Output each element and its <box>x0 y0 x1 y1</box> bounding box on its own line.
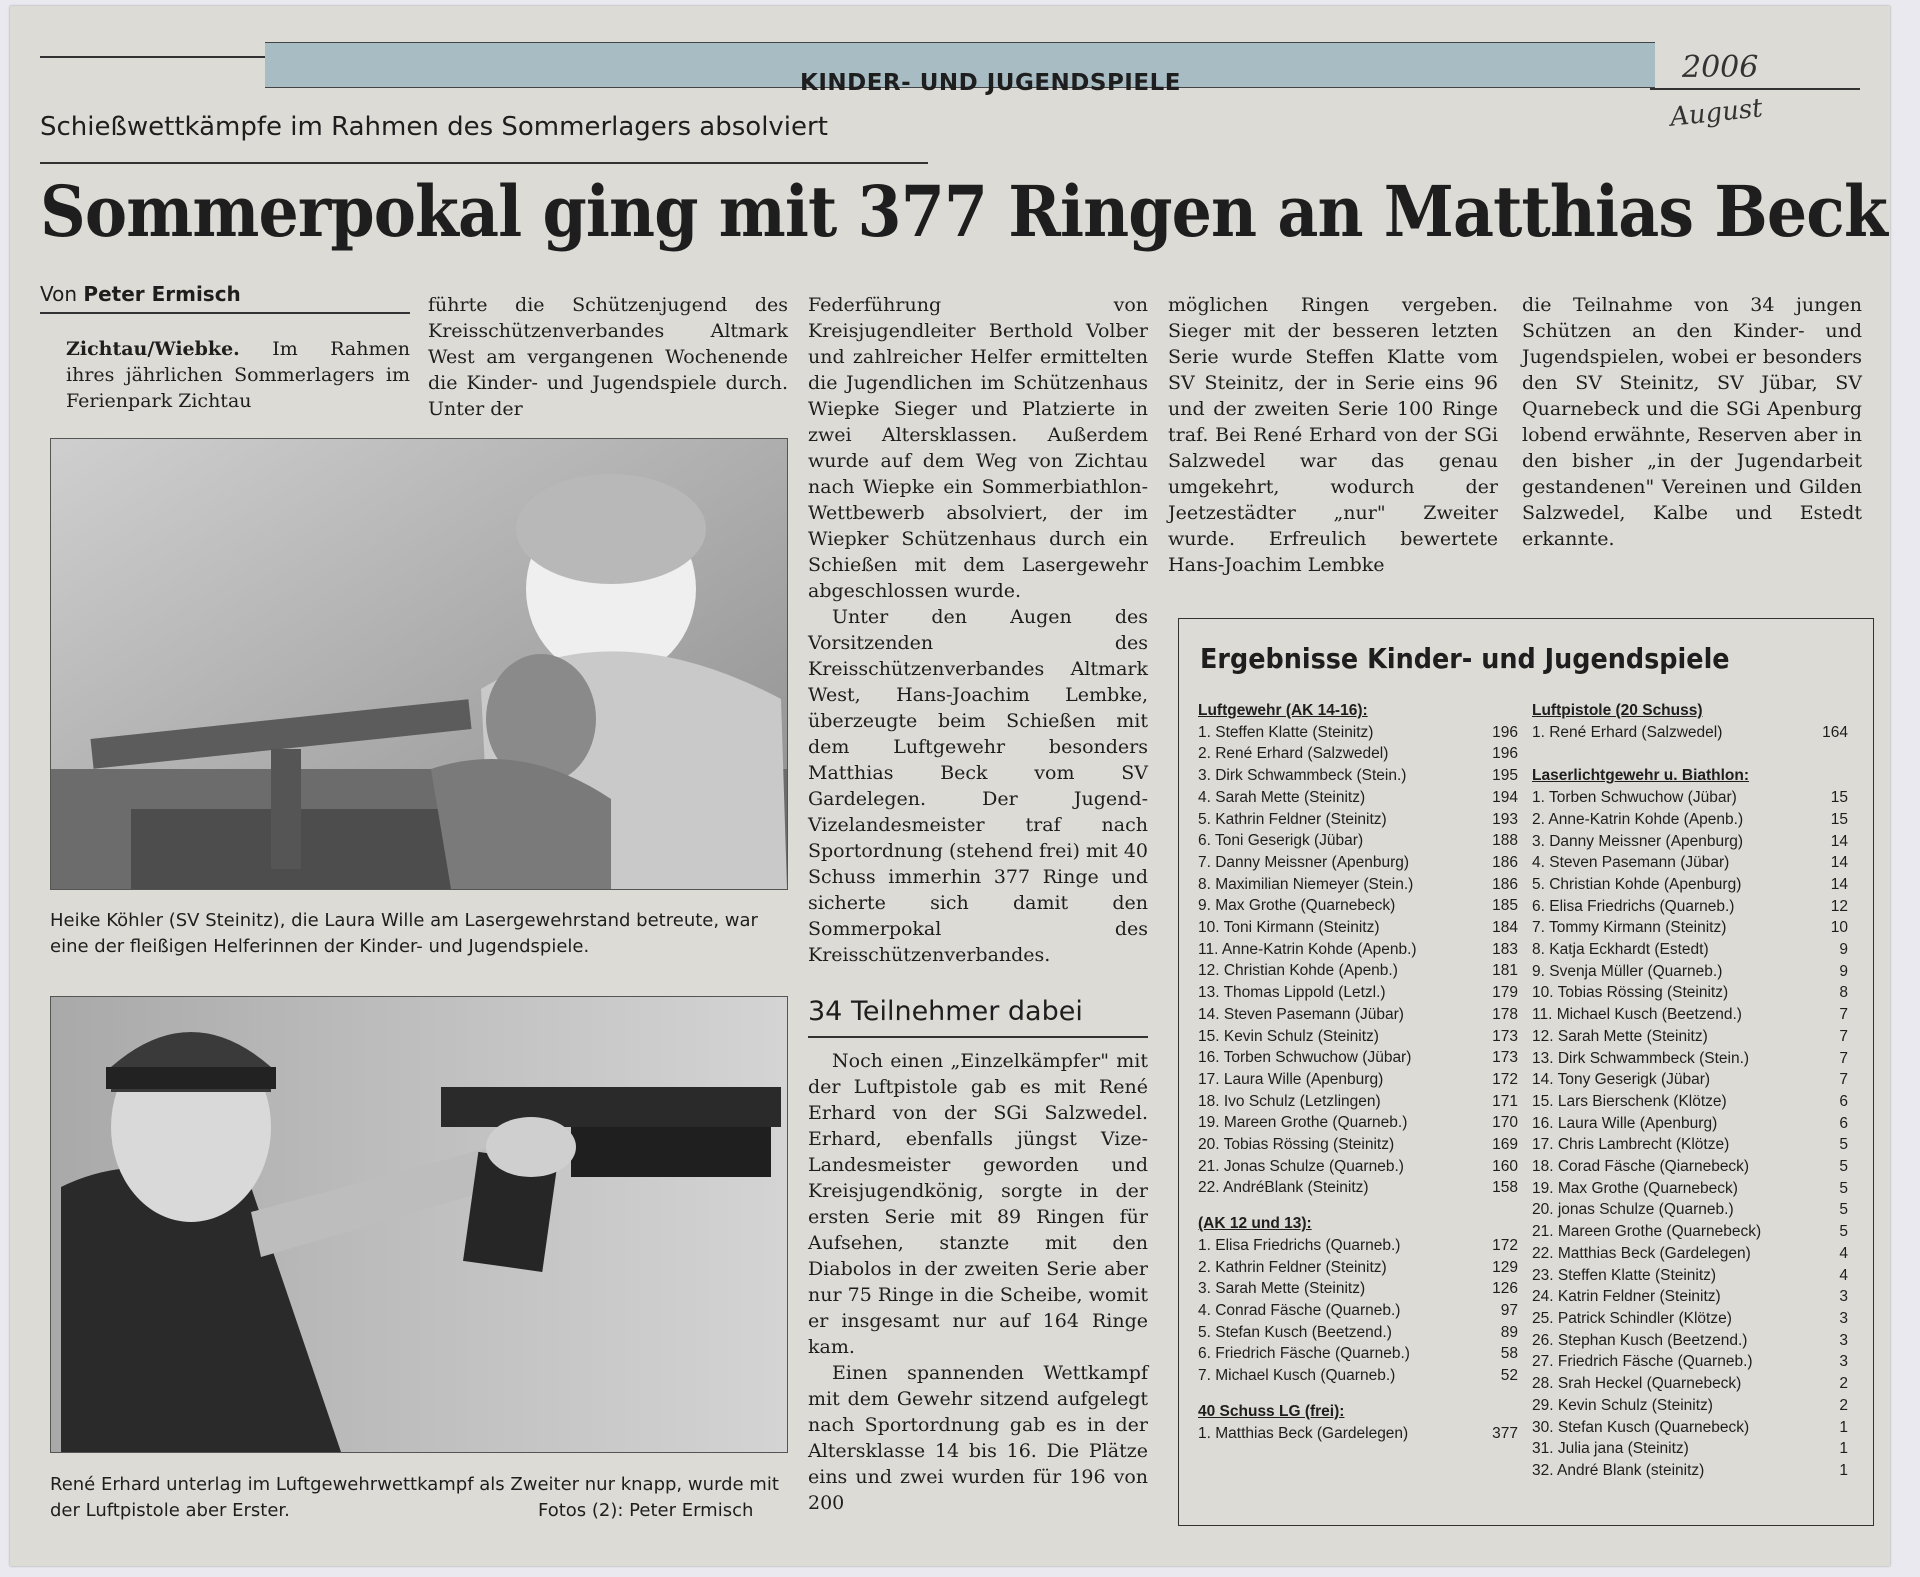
column-1 <box>66 336 410 414</box>
result-score: 9 <box>1839 941 1848 959</box>
lg40-list <box>1198 1423 1518 1445</box>
result-row <box>1532 1091 1848 1113</box>
result-row <box>1532 1199 1848 1221</box>
result-score: 3 <box>1839 1309 1848 1327</box>
result-score: 171 <box>1492 1092 1518 1110</box>
result-score: 5 <box>1839 1136 1848 1154</box>
result-score: 2 <box>1839 1375 1848 1393</box>
result-score: 58 <box>1500 1345 1518 1363</box>
subtitle-rule <box>808 1036 1148 1038</box>
result-row <box>1532 982 1848 1004</box>
result-row <box>1532 1178 1848 1200</box>
result-name: 29. Kevin Schulz (Steinitz) <box>1532 1396 1713 1414</box>
result-name: 2. Kathrin Feldner (Steinitz) <box>1198 1258 1387 1276</box>
result-name: 15. Lars Bierschenk (Klötze) <box>1532 1092 1727 1110</box>
result-name: 12. Sarah Mette (Steinitz) <box>1532 1027 1708 1045</box>
result-name: 2. Anne-Katrin Kohde (Apenb.) <box>1532 810 1744 828</box>
result-name: 16. Laura Wille (Apenburg) <box>1532 1114 1718 1132</box>
result-row <box>1198 787 1518 809</box>
result-name: 4. Sarah Mette (Steinitz) <box>1198 788 1366 806</box>
result-row <box>1198 1134 1518 1156</box>
result-score: 1 <box>1839 1418 1848 1436</box>
result-score: 3 <box>1839 1331 1848 1349</box>
result-score: 129 <box>1492 1258 1518 1276</box>
subheadline-rule <box>40 162 928 164</box>
result-row <box>1532 1156 1848 1178</box>
result-row <box>1198 1112 1518 1134</box>
result-name: 10. Tobias Rössing (Steinitz) <box>1532 984 1729 1002</box>
result-name: 6. Elisa Friedrichs (Quarneb.) <box>1532 897 1735 915</box>
luftgewehr-heading: Luftgewehr (AK 14-16): <box>1198 702 1368 719</box>
byline-prefix: Von <box>40 282 78 306</box>
column-2-text: führte die Schützenjugend des Kreisschützenverbandes Altmark West am vergangenen Wochenende die Kinder- und Jugendspiele durch. Unter der <box>428 294 788 420</box>
result-row <box>1532 1048 1848 1070</box>
header-rule-right <box>1650 88 1860 90</box>
result-name: 8. Katja Eckhardt (Estedt) <box>1532 941 1709 959</box>
headline: Sommerpokal ging mit 377 Ringen an Matthias Beck <box>40 170 1887 253</box>
result-row <box>1198 1026 1518 1048</box>
result-score: 15 <box>1830 810 1848 828</box>
result-name: 5. Stefan Kusch (Beetzend.) <box>1198 1323 1392 1341</box>
result-score: 14 <box>1830 854 1848 872</box>
result-row <box>1198 874 1518 896</box>
result-score: 194 <box>1492 788 1518 806</box>
result-score: 184 <box>1492 919 1518 937</box>
result-row <box>1532 1243 1848 1265</box>
byline <box>40 282 241 306</box>
result-row <box>1532 1460 1848 1482</box>
column-3-p2: Unter den Augen des Vorsitzenden des Kreisschützenverbandes Altmark West, Hans-Joachim Lembke, überzeugte beim Schießen mit dem Luftgewehr besonders Matthias Beck vom SV Gardelegen. Der Jugend-Vizelandesmeister traf nach Sportordnung (stehend frei) mit 40 Schuss immerhin 377 Ringe und sicherte sich damit den Sommerpokal des Kreisschützenverbandes. <box>808 606 1148 966</box>
result-row <box>1532 917 1848 939</box>
result-row <box>1532 1221 1848 1243</box>
result-name: 18. Ivo Schulz (Letzlingen) <box>1198 1092 1381 1110</box>
result-row <box>1198 982 1518 1004</box>
result-score: 5 <box>1839 1179 1848 1197</box>
lg40-heading: 40 Schuss LG (frei): <box>1198 1402 1345 1420</box>
subheadline: Schießwettkämpfe im Rahmen des Sommerlagers absolviert <box>40 112 828 142</box>
result-score: 186 <box>1492 853 1518 871</box>
result-row <box>1198 1278 1518 1300</box>
result-name: 1. Elisa Friedrichs (Quarneb.) <box>1198 1236 1401 1254</box>
result-row <box>1198 1322 1518 1344</box>
result-name: 25. Patrick Schindler (Klötze) <box>1532 1309 1732 1327</box>
result-row <box>1198 1343 1518 1365</box>
result-name: 1. René Erhard (Salzwedel) <box>1532 723 1723 741</box>
result-score: 181 <box>1492 962 1518 980</box>
result-name: 21. Jonas Schulze (Quarneb.) <box>1198 1157 1404 1175</box>
ak1213-list <box>1198 1235 1518 1387</box>
result-score: 6 <box>1839 1114 1848 1132</box>
photo-laser-rifle-image <box>51 439 787 889</box>
result-name: 14. Tony Geserigk (Jübar) <box>1532 1071 1711 1089</box>
result-name: 9. Max Grothe (Quarnebeck) <box>1198 897 1396 915</box>
result-name: 17. Laura Wille (Apenburg) <box>1198 1070 1384 1088</box>
result-row <box>1198 809 1518 831</box>
result-row <box>1198 1177 1518 1199</box>
result-name: 1. Matthias Beck (Gardelegen) <box>1198 1424 1409 1442</box>
result-row <box>1532 1113 1848 1135</box>
result-row <box>1532 1351 1848 1373</box>
result-score: 5 <box>1839 1223 1848 1241</box>
result-score: 7 <box>1839 1006 1848 1024</box>
result-score: 4 <box>1839 1266 1848 1284</box>
column-3-p1: Federführung von Kreisjugendleiter Berthold Volber und zahlreicher Helfer ermittelten die Jugendlichen im Schützenhaus Wiepke Sieger und Platzierte in zwei Altersklassen. Außerdem wurde auf dem Weg von Zichtau nach Wiepke ein Sommerbiathlon-Wettbewerb absolviert, der im Wiepker Schützenhaus durch ein Schießen mit dem Lasergewehr abgeschlossen wurde. <box>808 294 1148 602</box>
result-score: 9 <box>1839 962 1848 980</box>
result-name: 7. Michael Kusch (Quarneb.) <box>1198 1367 1396 1385</box>
result-name: 24. Katrin Feldner (Steinitz) <box>1532 1288 1721 1306</box>
luftpistole-heading: Luftpistole (20 Schuss) <box>1532 702 1703 719</box>
result-row <box>1198 1300 1518 1322</box>
result-name: 2. René Erhard (Salzwedel) <box>1198 745 1389 763</box>
result-row <box>1532 809 1848 831</box>
result-name: 19. Max Grothe (Quarnebeck) <box>1532 1179 1738 1197</box>
result-name: 14. Steven Pasemann (Jübar) <box>1198 1005 1404 1023</box>
result-row <box>1532 1026 1848 1048</box>
result-name: 5. Christian Kohde (Apenburg) <box>1532 875 1742 893</box>
result-score: 126 <box>1492 1280 1518 1298</box>
result-score: 169 <box>1492 1136 1518 1154</box>
result-score: 15 <box>1830 789 1848 807</box>
column-3-p4: Einen spannenden Wettkampf mit dem Gewehr sitzend aufgelegt nach Sportordnung gab es in der Altersklasse 14 bis 16. Die Plätze eins und zwei wurden für 196 von 200 <box>808 1362 1148 1514</box>
result-score: 89 <box>1500 1323 1518 1341</box>
photo-air-pistol-image <box>51 997 787 1452</box>
result-name: 3. Danny Meissner (Apenburg) <box>1532 832 1744 850</box>
column-2 <box>428 292 788 422</box>
result-row <box>1198 1091 1518 1113</box>
result-row <box>1532 896 1848 918</box>
result-score: 195 <box>1492 767 1518 785</box>
result-name: 6. Toni Geserigk (Jübar) <box>1198 832 1364 850</box>
luftpistole-list <box>1532 722 1848 744</box>
result-score: 12 <box>1830 897 1848 915</box>
result-row <box>1198 1423 1518 1445</box>
luftgewehr-list <box>1198 722 1518 1199</box>
byline-author: Peter Ermisch <box>83 282 241 306</box>
result-row <box>1532 722 1848 744</box>
result-score: 14 <box>1830 875 1848 893</box>
handwritten-month: August <box>1668 93 1765 133</box>
result-row <box>1198 1156 1518 1178</box>
byline-rule <box>40 312 410 314</box>
results-right-column <box>1532 700 1848 1482</box>
result-row <box>1532 1438 1848 1460</box>
result-score: 52 <box>1500 1367 1518 1385</box>
result-score: 173 <box>1492 1049 1518 1067</box>
result-score: 3 <box>1839 1353 1848 1371</box>
result-score: 5 <box>1839 1158 1848 1176</box>
result-row <box>1198 1004 1518 1026</box>
result-name: 19. Mareen Grothe (Quarneb.) <box>1198 1114 1408 1132</box>
result-row <box>1198 852 1518 874</box>
laser-heading: Laserlichtgewehr u. Biathlon: <box>1532 767 1750 785</box>
result-row <box>1532 939 1848 961</box>
photo-1-caption: Heike Köhler (SV Steinitz), die Laura Wille am Lasergewehrstand betreute, war eine der fleißigen Helferinnen der Kinder- und Jugendspiele. <box>50 910 758 957</box>
result-name: 12. Christian Kohde (Apenb.) <box>1198 962 1398 980</box>
result-name: 30. Stefan Kusch (Quarnebeck) <box>1532 1418 1750 1436</box>
result-name: 28. Srah Heckel (Quarnebeck) <box>1532 1375 1742 1393</box>
result-score: 185 <box>1492 897 1518 915</box>
result-row <box>1532 1330 1848 1352</box>
result-name: 13. Thomas Lippold (Letzl.) <box>1198 984 1386 1002</box>
result-row <box>1532 1265 1848 1287</box>
result-name: 20. Tobias Rössing (Steinitz) <box>1198 1136 1395 1154</box>
result-row <box>1198 960 1518 982</box>
result-row <box>1198 1069 1518 1091</box>
result-row <box>1198 917 1518 939</box>
result-name: 20. jonas Schulze (Quarneb.) <box>1532 1201 1734 1219</box>
result-score: 6 <box>1839 1092 1848 1110</box>
result-row <box>1198 1047 1518 1069</box>
result-name: 13. Dirk Schwammbeck (Stein.) <box>1532 1049 1750 1067</box>
result-score: 164 <box>1822 723 1848 741</box>
photo-credit: Fotos (2): Peter Ermisch <box>538 1500 754 1521</box>
result-score: 170 <box>1492 1114 1518 1132</box>
result-row <box>1198 1257 1518 1279</box>
results-title: Ergebnisse Kinder- und Jugendspiele <box>1200 642 1730 675</box>
result-row <box>1532 1417 1848 1439</box>
result-row <box>1532 852 1848 874</box>
result-name: 15. Kevin Schulz (Steinitz) <box>1198 1027 1379 1045</box>
result-score: 183 <box>1492 940 1518 958</box>
result-name: 11. Michael Kusch (Beetzend.) <box>1532 1006 1742 1024</box>
column-3b <box>808 1048 1148 1516</box>
result-name: 1. Steffen Klatte (Steinitz) <box>1198 723 1374 741</box>
result-name: 32. André Blank (steinitz) <box>1532 1461 1705 1479</box>
result-row <box>1198 765 1518 787</box>
result-row <box>1198 830 1518 852</box>
laser-list <box>1532 787 1848 1482</box>
result-score: 172 <box>1492 1070 1518 1088</box>
result-name: 5. Kathrin Feldner (Steinitz) <box>1198 810 1387 828</box>
result-score: 179 <box>1492 984 1518 1002</box>
result-name: 9. Svenja Müller (Quarneb.) <box>1532 962 1723 980</box>
result-score: 173 <box>1492 1027 1518 1045</box>
column-4-text: möglichen Ringen vergeben. Sieger mit der besseren letzten Serie wurde Steffen Klatte vom SV Steinitz, der in Serie eins 96 und der zweiten Serie 100 Ringe traf. Bei René Erhard von der SGi Salzwedel war das genau umgekehrt, wodurch der Jeetzestädter „nur" Zweiter wurde. Erfreulich bewertete Hans-Joachim Lembke <box>1168 294 1498 576</box>
result-score: 7 <box>1839 1071 1848 1089</box>
subtitle-participants: 34 Teilnehmer dabei <box>808 996 1083 1027</box>
result-score: 196 <box>1492 745 1518 763</box>
column-4 <box>1168 292 1498 578</box>
result-name: 22. Matthias Beck (Gardelegen) <box>1532 1244 1751 1262</box>
result-score: 188 <box>1492 832 1518 850</box>
section-label: KINDER- UND JUGENDSPIELE <box>800 70 1181 96</box>
result-row <box>1532 961 1848 983</box>
result-score: 7 <box>1839 1027 1848 1045</box>
result-score: 97 <box>1500 1301 1518 1319</box>
result-row <box>1198 743 1518 765</box>
result-row <box>1198 1235 1518 1257</box>
result-row <box>1532 1395 1848 1417</box>
result-name: 6. Friedrich Fäsche (Quarneb.) <box>1198 1345 1410 1363</box>
result-name: 7. Tommy Kirmann (Steinitz) <box>1532 919 1727 937</box>
result-name: 1. Torben Schwuchow (Jübar) <box>1532 789 1737 807</box>
result-score: 1 <box>1839 1461 1848 1479</box>
result-row <box>1198 1365 1518 1387</box>
result-score: 158 <box>1492 1179 1518 1197</box>
column-1-text: Im Rahmen ihres jährlichen Sommerlagers im Ferienpark Zichtau <box>66 338 410 412</box>
result-name: 11. Anne-Katrin Kohde (Apenb.) <box>1198 940 1417 958</box>
result-row <box>1532 1134 1848 1156</box>
dateline: Zichtau/Wiebke. <box>66 338 240 360</box>
result-score: 2 <box>1839 1396 1848 1414</box>
result-score: 14 <box>1830 832 1848 850</box>
result-name: 21. Mareen Grothe (Quarnebeck) <box>1532 1223 1762 1241</box>
column-5-text: die Teilnahme von 34 jungen Schützen an den Kinder- und Jugendspielen, wobei er besonders den SV Steinitz, SV Jübar, SV Quarnebeck und die SGi Apenburg lobend erwähnte, Reserven aber in den bisher „in der Jugendarbeit gestandenen" Vereinen und Gilden Salzwedel, Kalbe und Estedt erkannte. <box>1522 294 1862 550</box>
result-name: 23. Steffen Klatte (Steinitz) <box>1532 1266 1717 1284</box>
result-row <box>1532 1373 1848 1395</box>
result-score: 3 <box>1839 1288 1848 1306</box>
result-name: 22. AndréBlank (Steinitz) <box>1198 1179 1369 1197</box>
result-score: 178 <box>1492 1005 1518 1023</box>
result-score: 5 <box>1839 1201 1848 1219</box>
result-score: 196 <box>1492 723 1518 741</box>
result-name: 31. Julia jana (Steinitz) <box>1532 1440 1689 1458</box>
newspaper-clipping <box>10 6 1890 1566</box>
result-score: 377 <box>1492 1424 1518 1442</box>
result-name: 10. Toni Kirmann (Steinitz) <box>1198 919 1380 937</box>
ak1213-heading: (AK 12 und 13): <box>1198 1215 1312 1233</box>
result-score: 8 <box>1839 984 1848 1002</box>
result-row <box>1198 722 1518 744</box>
column-5 <box>1522 292 1862 552</box>
result-score: 172 <box>1492 1236 1518 1254</box>
column-3-p3: Noch einen „Einzelkämpfer" mit der Luftpistole gab es mit René Erhard von der SGi Salzwedel. Erhard, ebenfalls jüngst Vize-Landesmeister geworden und Kreisjugendkönig, sorgte in der ersten Serie mit 89 Ringen für Aufsehen, stanzte mit den Diabolos in der zweiten Serie aber nur 75 Ringe in die Scheibe, womit er insgesamt nur auf 164 Ringe kam. <box>808 1050 1148 1358</box>
result-name: 4. Conrad Fäsche (Quarneb.) <box>1198 1301 1401 1319</box>
result-score: 10 <box>1830 919 1848 937</box>
photo-2-caption-text: René Erhard unterlag im Luftgewehrwettkampf als Zweiter nur knapp, wurde mit der Luftpistole aber Erster. <box>50 1474 779 1521</box>
result-name: 26. Stephan Kusch (Beetzend.) <box>1532 1331 1748 1349</box>
result-name: 4. Steven Pasemann (Jübar) <box>1532 854 1730 872</box>
result-row <box>1532 1069 1848 1091</box>
column-3 <box>808 292 1148 968</box>
result-row <box>1532 874 1848 896</box>
results-left-column <box>1198 700 1518 1444</box>
result-name: 17. Chris Lambrecht (Klötze) <box>1532 1136 1730 1154</box>
result-row <box>1198 939 1518 961</box>
result-row <box>1532 1308 1848 1330</box>
result-name: 7. Danny Meissner (Apenburg) <box>1198 853 1410 871</box>
result-row <box>1198 895 1518 917</box>
result-name: 3. Dirk Schwammbeck (Stein.) <box>1198 767 1407 785</box>
result-score: 193 <box>1492 810 1518 828</box>
handwritten-year: 2006 <box>1682 50 1759 85</box>
result-score: 4 <box>1839 1244 1848 1262</box>
result-name: 18. Corad Fäsche (Qiarnebeck) <box>1532 1158 1750 1176</box>
result-row <box>1532 1286 1848 1308</box>
result-row <box>1532 831 1848 853</box>
result-score: 1 <box>1839 1440 1848 1458</box>
result-name: 8. Maximilian Niemeyer (Stein.) <box>1198 875 1414 893</box>
result-row <box>1532 787 1848 809</box>
result-score: 7 <box>1839 1049 1848 1067</box>
photo-laser-rifle <box>50 438 788 890</box>
photo-air-pistol <box>50 996 788 1453</box>
result-name: 16. Torben Schwuchow (Jübar) <box>1198 1049 1412 1067</box>
result-name: 27. Friedrich Fäsche (Quarneb.) <box>1532 1353 1753 1371</box>
result-row <box>1532 1004 1848 1026</box>
result-score: 186 <box>1492 875 1518 893</box>
result-score: 160 <box>1492 1157 1518 1175</box>
result-name: 3. Sarah Mette (Steinitz) <box>1198 1280 1366 1298</box>
header-rule-left <box>40 56 270 58</box>
